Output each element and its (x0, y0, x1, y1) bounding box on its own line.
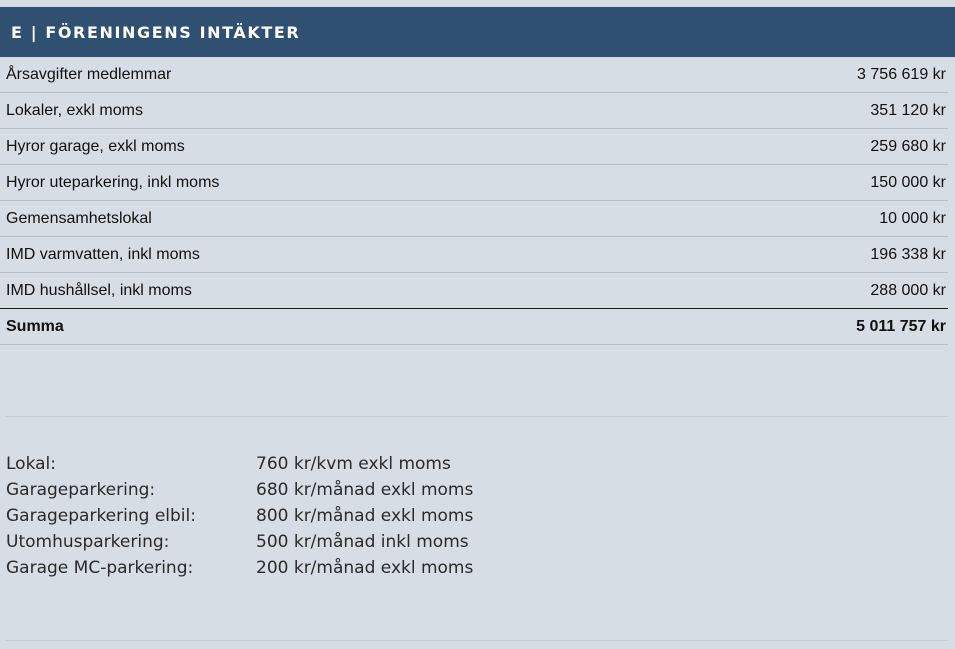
rates-list (6, 451, 473, 581)
income-value: 10 000 kr (879, 209, 946, 227)
income-value: 196 338 kr (870, 245, 946, 263)
income-value: 288 000 kr (870, 281, 946, 299)
rate-value: 680 kr/månad exkl moms (256, 480, 474, 500)
rate-label: Utomhusparkering: (6, 532, 170, 552)
income-table (0, 57, 948, 345)
income-row (0, 201, 948, 237)
income-row (0, 93, 948, 129)
rate-item (6, 477, 473, 503)
section-title: E | FÖRENINGENS INTÄKTER (11, 22, 301, 42)
income-row (0, 237, 948, 273)
rate-item (6, 503, 473, 529)
total-value: 5 011 757 kr (856, 317, 946, 335)
rate-value: 800 kr/månad exkl moms (256, 506, 474, 526)
income-row (0, 129, 948, 165)
rate-label: Garageparkering: (6, 480, 156, 500)
income-label: IMD hushållsel, inkl moms (6, 281, 192, 299)
rate-label: Garage MC-parkering: (6, 558, 194, 578)
income-row (0, 57, 948, 93)
total-row (0, 309, 948, 345)
rate-label: Lokal: (6, 454, 56, 474)
income-value: 3 756 619 kr (857, 65, 946, 83)
income-label: Årsavgifter medlemmar (6, 65, 172, 83)
income-value: 259 680 kr (870, 137, 946, 155)
rate-item (6, 451, 473, 477)
income-row (0, 273, 948, 309)
income-label: Gemensamhetslokal (6, 209, 152, 227)
section-header (0, 7, 955, 57)
income-value: 150 000 kr (870, 173, 946, 191)
rate-label: Garageparkering elbil: (6, 506, 196, 526)
rate-item (6, 529, 473, 555)
rate-value: 760 kr/kvm exkl moms (256, 454, 451, 474)
income-row (0, 165, 948, 201)
income-label: Lokaler, exkl moms (6, 101, 143, 119)
divider (6, 640, 948, 641)
rate-value: 200 kr/månad exkl moms (256, 558, 474, 578)
income-value: 351 120 kr (870, 101, 946, 119)
income-label: Hyror uteparkering, inkl moms (6, 173, 220, 191)
income-label: IMD varmvatten, inkl moms (6, 245, 200, 263)
rate-item (6, 555, 473, 581)
rate-value: 500 kr/månad inkl moms (256, 532, 469, 552)
divider (6, 416, 948, 417)
total-label: Summa (6, 317, 64, 335)
income-label: Hyror garage, exkl moms (6, 137, 185, 155)
